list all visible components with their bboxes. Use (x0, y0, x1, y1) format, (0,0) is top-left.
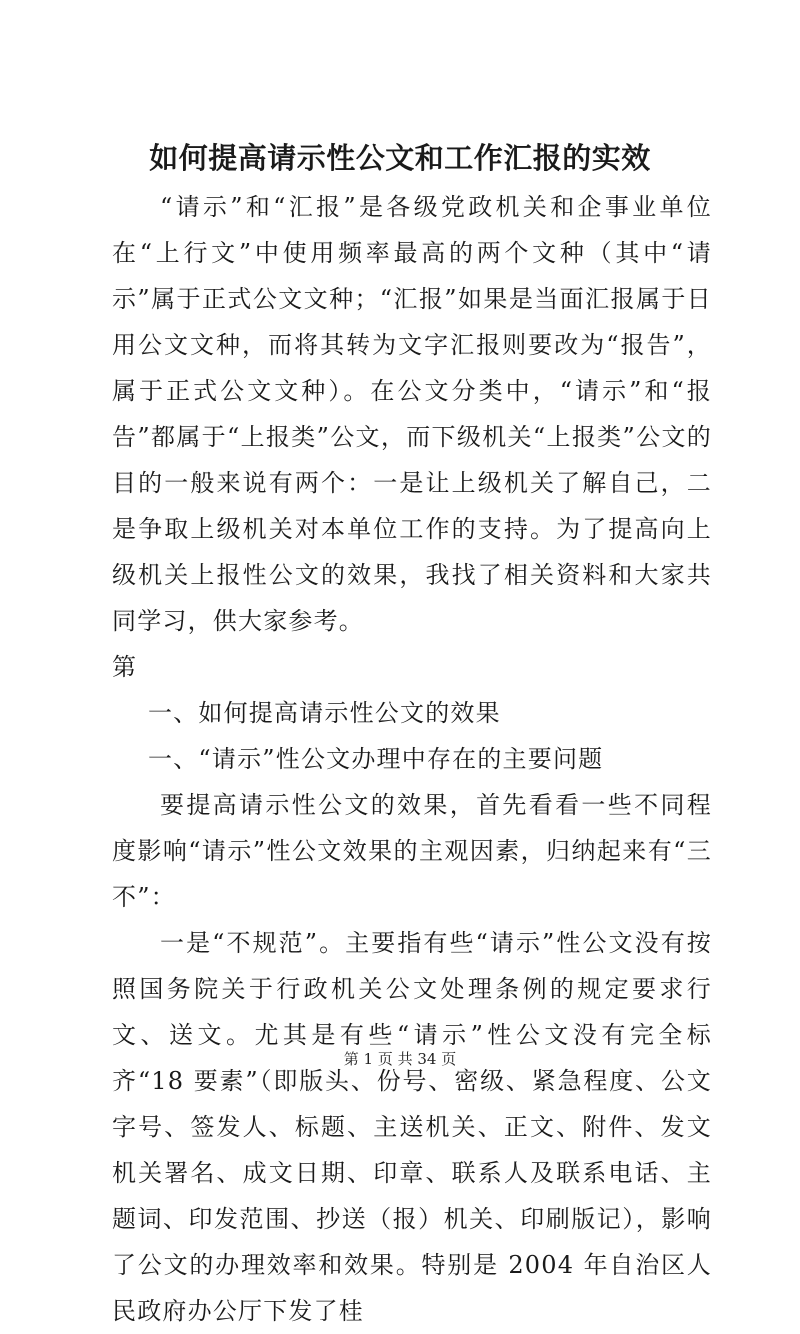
section-heading: 一、如何提高请示性公文的效果 (148, 699, 501, 727)
stray-character: 第 (112, 653, 138, 681)
document-title: 如何提高请示性公文和工作汇报的实效 (149, 141, 651, 175)
subsection-heading: 一、“请示”性公文办理中存在的主要问题 (148, 745, 604, 773)
intro-paragraph: “请示”和“汇报”是各级党政机关和企事业单位在“上行文”中使用频率最高的两个文种（其中“请示”属于正式公文文种；“汇报”如果是当面汇报属于日用公文文种，而将其转为文字汇报则要改为“报告”，属于正式公文文种）。在公文分类中，“请示”和“报告”都属于“上报类”公文，而下级机关“上报类”公文的目的一般来说有两个：一是让上级机关了解自己，二是争取上级机关对本单位工作的支持。为了提高向上级机关上报性公文的效果，我找了相关资料和大家共同学习，供大家参考。 (112, 193, 712, 635)
page-footer: 第 1 页 共 34 页 (343, 1050, 457, 1068)
paragraph-two: 要提高请示性公文的效果，首先看看一些不同程度影响“请示”性公文效果的主观因素，归纳起来有“三不”： (112, 791, 712, 911)
paragraph-three: 一是“不规范”。主要指有些“请示”性公文没有按照国务院关于行政机关公文处理条例的规定要求行文、送文。尤其是有些“请示”性公文没有完全标齐“18 要素”（即版头、份号、密级、紧急程度、公文字号、签发人、标题、主送机关、正文、附件、发文机关署名、成文日期、印章、联系人及联系电话、主题词、印发范围、抄送（报）机关、印刷版记），影响了公文的办理效率和效果。特别是 2004 年自治区人民政府办公厅下发了桂 (112, 929, 712, 1325)
document-body (112, 184, 712, 1334)
